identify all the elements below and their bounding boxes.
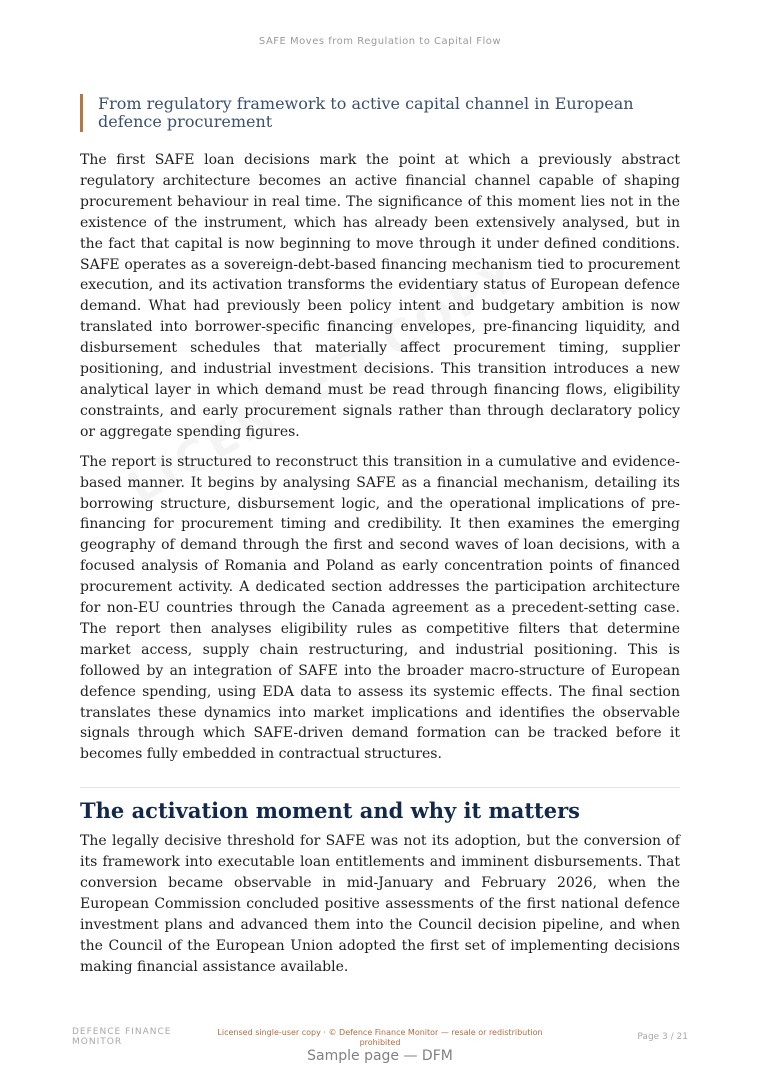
sample-page-label: Sample page — DFM [307,1048,453,1064]
footer-brand: DEFENCE FINANCE MONITOR [72,1027,172,1047]
callout-box [80,94,680,132]
page-number: Page 3 / 21 [637,1032,688,1042]
body-paragraph-1: The first SAFE loan decisions mark the point at which a previously abstract regulatory architecture becomes an active financial channel capable of shaping procurement behaviour in real time. The significance of this moment lies not in the existence of the instrument, which has already been extensively analysed, but in the fact that capital is now beginning to move through it under defined conditions. SAFE operates as a sovereign-debt-based financing mechanism tied to procurement execution, and its activation transforms the evidentiary status of European defence demand. What had previously been policy intent and budgetary ambition is now translated into borrower-specific financing envelopes, pre-financing liquidity, and disbursement schedules that materially affect procurement timing, supplier positioning, and industrial investment decisions. This transition introduces a new analytical layer in which demand must be read through financing flows, eligibility constraints, and early procurement signals rather than through declaratory policy or aggregate spending figures. [80,152,680,440]
page-content [80,94,680,987]
running-header: SAFE Moves from Regulation to Capital Flow [258,36,502,47]
section-heading: The activation moment and why it matters [80,798,580,824]
section-divider [80,787,680,788]
page-footer [0,1026,760,1048]
callout-text: From regulatory framework to active capital channel in European defence procurement [98,94,634,131]
body-paragraph-2: The report is structured to reconstruct this transition in a cumulative and evidence-based manner. It begins by analysing SAFE as a financial mechanism, detailing its borrowing structure, disbursement logic, and the operational implications of pre-financing for procurement timing and credibility. It then examines the emerging geography of demand through the first and second waves of loan decisions, with a focused analysis of Romania and Poland as early concentration points of financed procurement activity. A dedicated section addresses the participation architecture for non-EU countries through the Canada agreement as a precedent-setting case. The report then analyses eligibility rules as competitive filters that determine market access, supply chain restructuring, and industrial positioning. This is followed by an integration of SAFE into the broader macro-structure of European defence spending, using EDA data to assess its systemic effects. The final section translates these dynamics into market implications and identifies the observable signals through which SAFE-driven demand formation can be tracked before it becomes fully embedded in contractual structures. [80,453,680,763]
footer-license-notice: Licensed single-user copy · © Defence Finance Monitor — resale or redistribution prohibited [217,1028,543,1047]
section-paragraph: The legally decisive threshold for SAFE was not its adoption, but the conversion of its framework into executable loan entitlements and imminent disbursements. That conversion became observable in mid-January and February 2026, when the European Commission concluded positive assessments of the first national defence investment plans and advanced them into the Council decision pipeline, and when the Council of the European Union adopted the first set of implementing decisions making financial assistance available. [80,833,680,975]
